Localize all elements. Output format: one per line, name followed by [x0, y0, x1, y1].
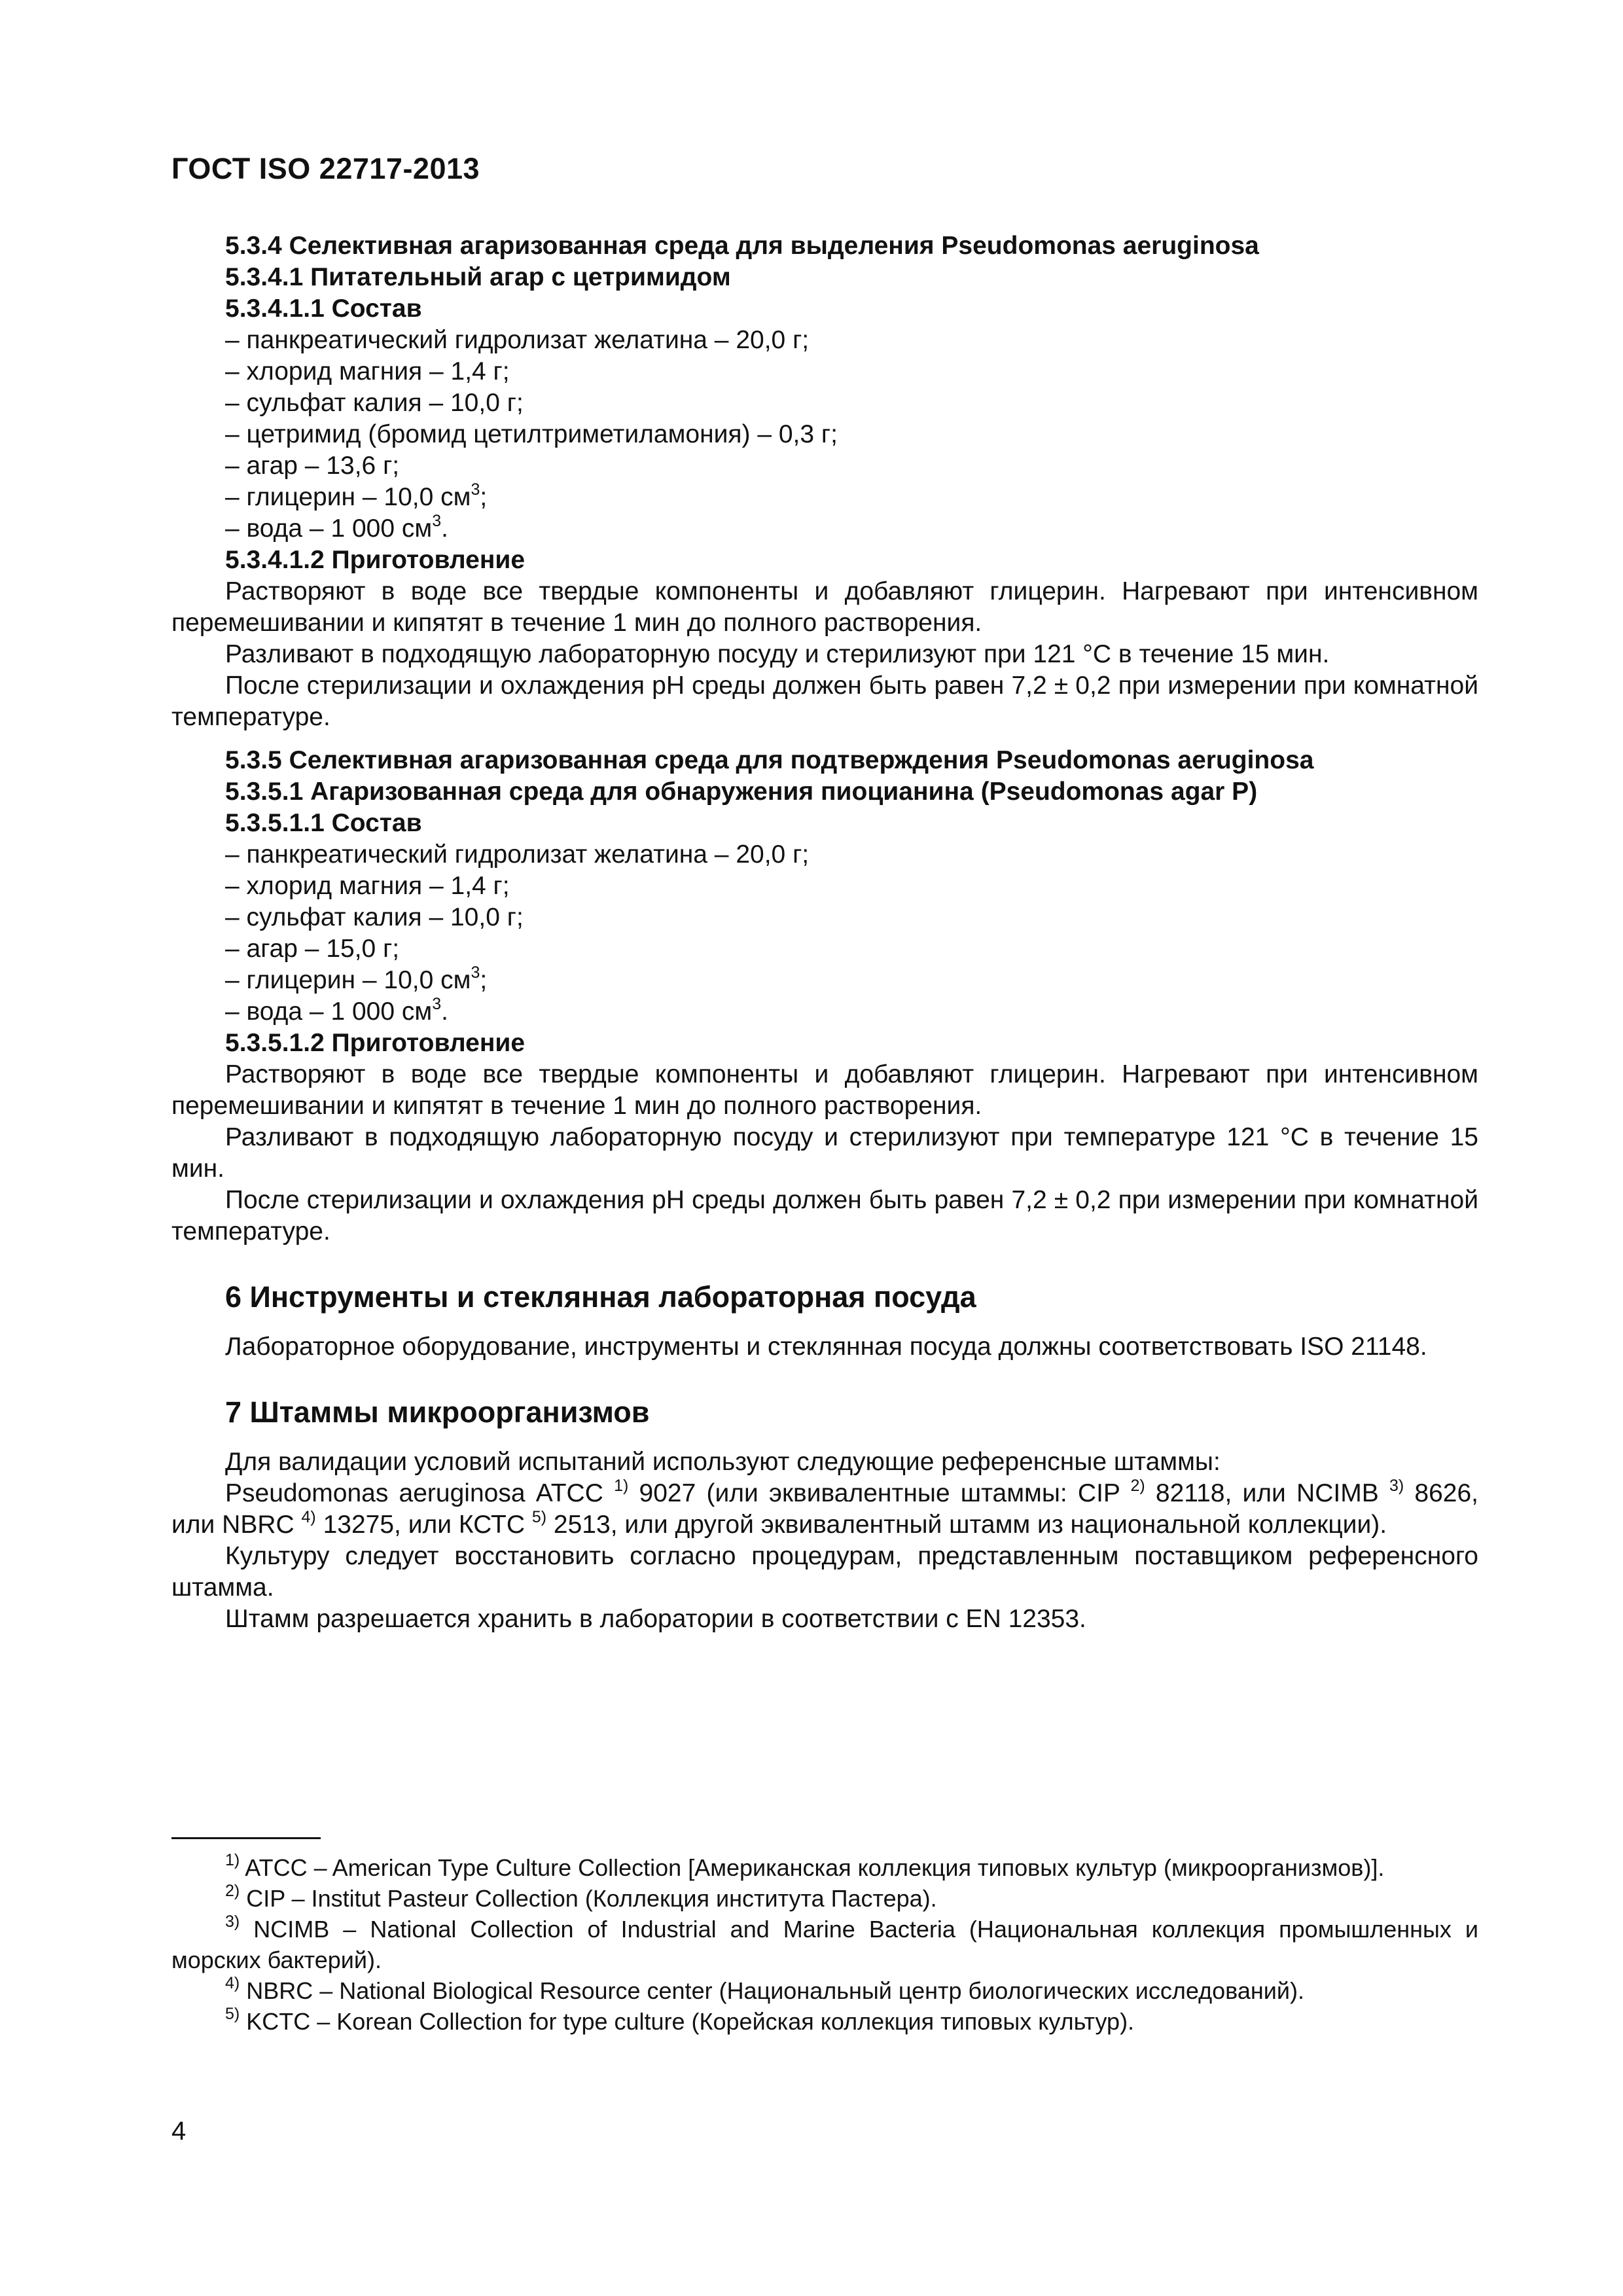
- section-7-paragraph: Штамм разрешается хранить в лаборатории в соответствии с EN 12353.: [225, 1605, 1086, 1633]
- ingredient-item-water: – вода – 1 000 $см^3$.: [225, 512, 448, 543]
- section-6-title: 6 Инструменты и стеклянная лабораторная посуда: [225, 1280, 976, 1314]
- preparation-paragraph: Растворяют в воде все твердые компоненты и добавляют глицерин. Нагревают при интенсивном перемешивании и кипятят в течение 1 мин до полного растворения.: [171, 577, 1478, 637]
- footnote-ref: 3): [1389, 1477, 1404, 1495]
- footnote-divider: [171, 1837, 321, 1839]
- section-5-3-4-1-title: 5.3.4.1 Питательный агар с цетримидом: [225, 263, 731, 291]
- ingredient-item-water: – вода – 1 000 $см^3$.: [225, 995, 448, 1026]
- preparation-paragraph: Растворяют в воде все твердые компоненты и добавляют глицерин. Нагревают при интенсивном перемешивании и кипятят в течение 1 мин до полного растворения.: [171, 1060, 1478, 1120]
- preparation-paragraph: После стерилизации и охлаждения pH среды должен быть равен 7,2 ± 0,2 при измерении при комнатной температуре.: [171, 1186, 1478, 1246]
- ingredient-item: – панкреатический гидролизат желатина – 20,0 г;: [225, 840, 810, 869]
- section-7-title: 7 Штаммы микроорганизмов: [225, 1395, 650, 1429]
- section-5-3-4-1-1-title: 5.3.4.1.1 Состав: [225, 295, 422, 323]
- section-5-3-4-1-2-title: 5.3.4.1.2 Приготовление: [225, 546, 526, 574]
- ingredient-item: – хлорид магния – 1,4 г;: [225, 357, 510, 386]
- footnote-item: $^{5)}$ KCTC – Korean Collection for type culture (Корейская коллекция типовых культур).: [225, 2005, 1135, 2035]
- footnote-item: $^{3)}$ NCIMB – National Collection of Industrial and Marine Bacteria (Национальная коллекция промышленных и морских бактерий).: [171, 1912, 1478, 1973]
- ingredient-item: – панкреатический гидролизат желатина – 20,0 г;: [225, 326, 810, 354]
- ingredient-item: – хлорид магния – 1,4 г;: [225, 872, 510, 900]
- footnote-item: $^{1)}$ ATCC – American Type Culture Collection [Американская коллекция типовых культур (микроорганизмов)].: [225, 1851, 1385, 1881]
- footnotes: [171, 1837, 1478, 2037]
- ingredient-item: – сульфат калия – 10,0 г;: [225, 903, 524, 931]
- ingredient-item: – цетримид (бромид цетилтриметиламония) – 0,3 г;: [225, 420, 838, 448]
- preparation-paragraph: После стерилизации и охлаждения pH среды должен быть равен 7,2 ± 0,2 при измерении при комнатной температуре.: [171, 672, 1478, 731]
- ingredient-item: – агар – 15,0 г;: [225, 935, 400, 963]
- footnote-item: $^{4)}$ NBRC – National Biological Resource center (Национальный центр биологических исследований).: [225, 1974, 1304, 2004]
- section-5-3-5-1-title: 5.3.5.1 Агаризованная среда для обнаружения пиоцианина (Pseudomonas agar P): [225, 778, 1258, 806]
- footnote-ref: 5): [531, 1508, 547, 1526]
- footnote-ref: 4): [301, 1508, 316, 1526]
- footnote-item: $^{2)}$ CIP – Institut Pasteur Collection (Коллекция института Пастера).: [225, 1882, 937, 1912]
- preparation-paragraph: Разливают в подходящую лабораторную посуду и стерилизуют при температуре 121 °С в течение 15 мин.: [171, 1123, 1478, 1183]
- document-header: ГОСТ ISO 22717-2013: [171, 152, 480, 185]
- ingredient-item: – агар – 13,6 г;: [225, 452, 400, 480]
- ingredient-item: – сульфат калия – 10,0 г;: [225, 389, 524, 417]
- section-5-3-5-title: 5.3.5 Селективная агаризованная среда для подтверждения Pseudomonas aeruginosa: [225, 746, 1314, 774]
- section-5-3-4-title: 5.3.4 Селективная агаризованная среда для выделения Pseudomonas aeruginosa: [225, 232, 1259, 260]
- section-7-paragraph: Культуру следует восстановить согласно процедурам, представленным поставщиком референсного штамма.: [171, 1542, 1478, 1602]
- strain-list-paragraph: Pseudomonas aeruginosa АТСС $^{1)}$ 9027 (или эквивалентные штаммы: CIP $^{2)}$ 82118, или NCIMB $^{3)}$ 8626, или NBRC $^{4)}$ 13275, или КСТС $^{5)}$ 2513, или другой эквивалентный штамм из национальной коллекции).: [171, 1477, 1478, 1539]
- section-5-3-5-1-2-title: 5.3.5.1.2 Приготовление: [225, 1029, 526, 1057]
- section-7-paragraph: Для валидации условий испытаний используют следующие референсные штаммы:: [225, 1448, 1221, 1476]
- section-6-paragraph: Лабораторное оборудование, инструменты и стеклянная посуда должны соответствовать ISO 21148.: [225, 1333, 1427, 1361]
- page-number: 4: [171, 2117, 187, 2145]
- main-content: [171, 230, 1478, 1635]
- footnote-ref: 1): [614, 1477, 629, 1495]
- ingredient-item-glycerin: – глицерин – 10,0 $см^3$;: [225, 963, 488, 994]
- ingredient-item-glycerin: – глицерин – 10,0 $см^3$;: [225, 480, 488, 511]
- preparation-paragraph: Разливают в подходящую лабораторную посуду и стерилизуют при 121 °С в течение 15 мин.: [225, 640, 1330, 668]
- section-5-3-5-1-1-title: 5.3.5.1.1 Состав: [225, 809, 422, 837]
- footnote-ref: 2): [1130, 1477, 1145, 1495]
